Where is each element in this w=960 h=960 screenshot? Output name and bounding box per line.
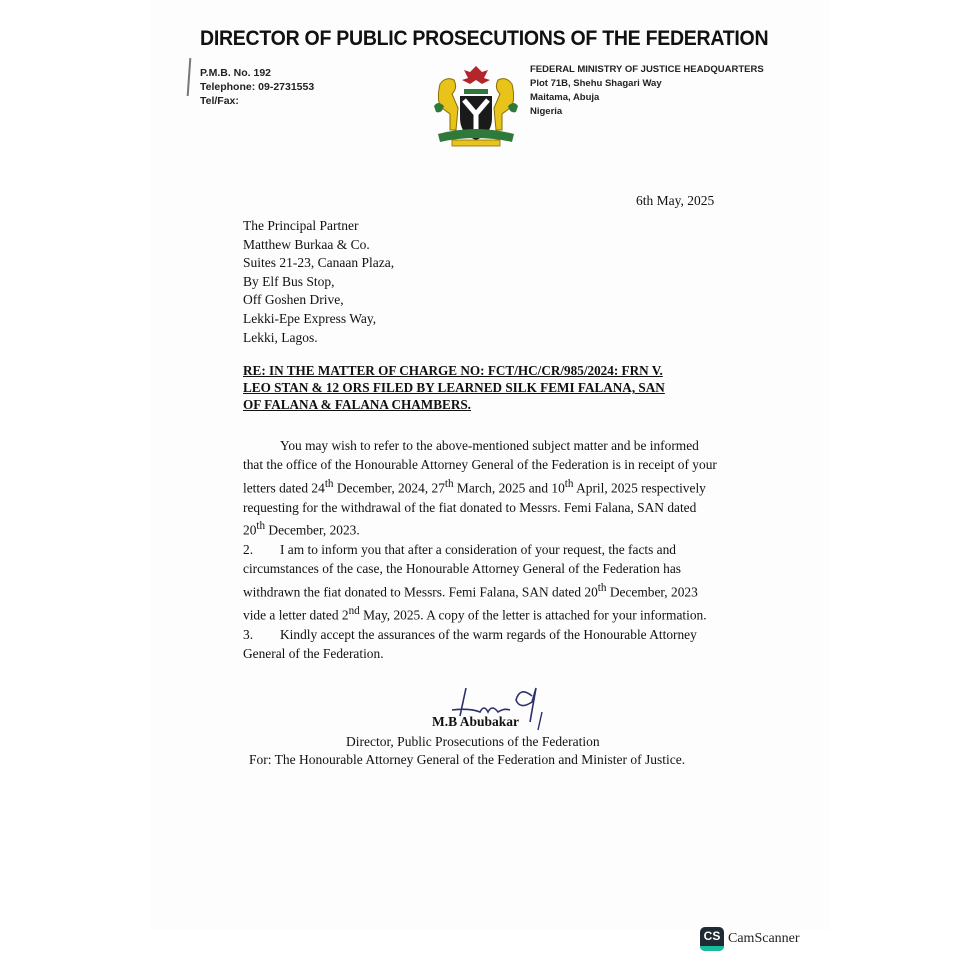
recipient-line: Lekki-Epe Express Way,	[243, 310, 377, 326]
recipient-line: The Principal Partner	[243, 218, 359, 233]
signatory-for-line: For: The Honourable Attorney General of the Federation and Minister of Justice.	[249, 752, 686, 767]
paragraph-number: 2.	[243, 541, 254, 557]
address-line: Plot 71B, Shehu Shagari Way	[530, 78, 662, 89]
camscanner-logo-icon: CS	[700, 927, 724, 951]
subject-line: LEO STAN & 12 ORS FILED BY LEARNED SILK FEMI FALANA, SAN	[243, 380, 665, 395]
signatory-title: Director, Public Prosecutions of the Federation	[346, 734, 600, 749]
pmb-line: P.M.B. No. 192	[200, 67, 271, 79]
recipient-address	[243, 217, 394, 347]
subject-line: RE: IN THE MATTER OF CHARGE NO: FCT/HC/CR/985/2024: FRN V.	[243, 363, 663, 378]
address-line: Maitama, Abuja	[530, 92, 600, 103]
recipient-line: Matthew Burkaa & Co.	[243, 236, 370, 252]
letter-date: 6th May, 2025	[636, 193, 715, 208]
recipient-line: Lekki, Lagos.	[243, 329, 318, 345]
paragraph-2: 2. I am to inform you that after a consideration of your request, the facts and circumstances of the case, the Honourable Attorney General of the Federation has withdrawn the fiat donated to Messrs. Femi Falana, SAN dated 20th December, 2023 vide a letter dated 2nd May, 2025. A copy of the letter is attached for your information.	[243, 541, 707, 623]
recipient-line: Suites 21-23, Canaan Plaza,	[243, 255, 395, 271]
camscanner-watermark: CamScanner	[728, 931, 800, 946]
subject-line: OF FALANA & FALANA CHAMBERS.	[243, 397, 471, 412]
coat-of-arms-icon	[430, 62, 522, 148]
paragraph-3: 3. Kindly accept the assurances of the warm regards of the Honourable Attorney General of the Federation.	[243, 626, 697, 661]
paragraph-number: 3.	[243, 626, 254, 642]
letter-body	[243, 436, 719, 663]
recipient-line: Off Goshen Drive,	[243, 292, 344, 308]
letterhead-contact	[200, 66, 314, 108]
telephone-line: Telephone: 09-2731553	[200, 81, 315, 93]
signatory-name: M.B Abubakar	[432, 714, 520, 729]
telfax-line: Tel/Fax:	[200, 95, 239, 107]
recipient-line: By Elf Bus Stop,	[243, 273, 335, 289]
letterhead-title: DIRECTOR OF PUBLIC PROSECUTIONS OF THE FEDERATION	[200, 27, 769, 50]
address-line: Nigeria	[530, 106, 563, 117]
paragraph-1: You may wish to refer to the above-mentioned subject matter and be informed that the office of the Honourable Attorney General of the Federation is in receipt of your letters dated 24th December, 2024, 27th March, 2025 and 10th April, 2025 respectively requesting for the withdrawal of the fiat donated to Messrs. Femi Falana, SAN dated 20th December, 2023.	[243, 438, 717, 538]
letterhead-address	[530, 63, 764, 119]
ministry-name: FEDERAL MINISTRY OF JUSTICE HEADQUARTERS	[530, 64, 764, 75]
subject-heading	[243, 362, 713, 413]
